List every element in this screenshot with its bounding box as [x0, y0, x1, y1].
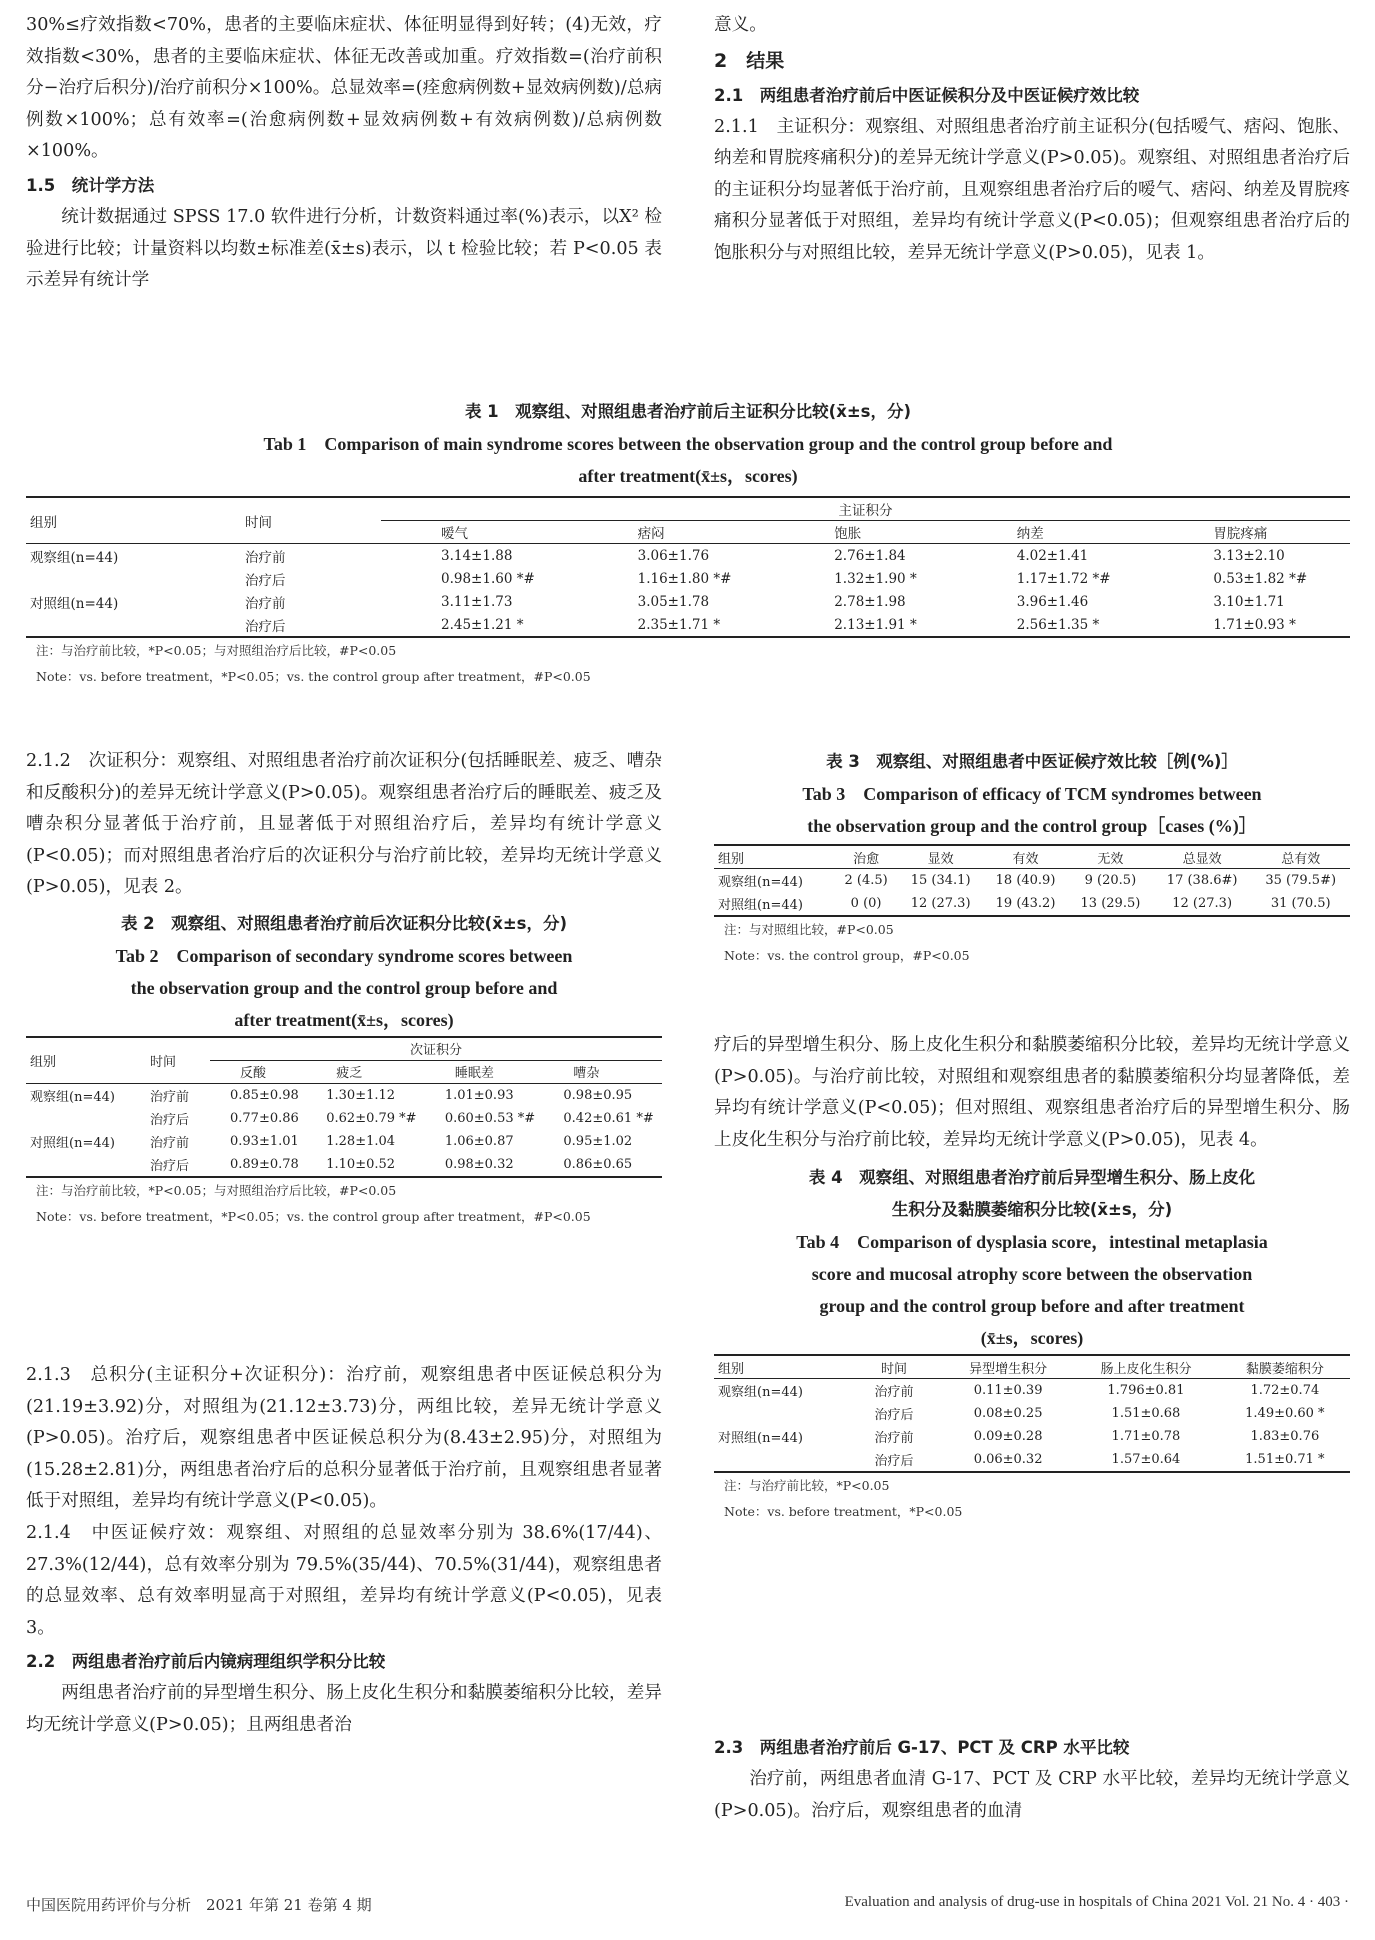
table1-cell: 治疗后 [245, 572, 286, 589]
table4-caption-cn-1: 表 4 观察组、对照组患者治疗前后异型增生积分、肠上皮化 [808, 1168, 1256, 1188]
table1-cell [26, 567, 241, 590]
table1-cell: 治疗前 [245, 549, 286, 566]
table2-cell: 0.93±1.01 [230, 1133, 299, 1149]
table2-cell: 0.42±0.61 *# [563, 1110, 654, 1126]
table2-cell: 对照组(n=44) [30, 1135, 115, 1151]
table2-cell: 0.86±0.65 [543, 1153, 662, 1177]
table2-note-en: Note：vs. before treatment，*P<0.05；vs. the control group after treatment，#P<0.05 [36, 1208, 591, 1224]
table-row [26, 567, 1350, 590]
table2-cell: 0.95±1.02 [563, 1133, 633, 1149]
table1-caption-cn: 表 1 观察组、对照组患者治疗前后主证积分比较(x̄±s，分) [464, 402, 912, 421]
table2-caption-cn: 表 2 观察组、对照组患者治疗前后次证积分比较(x̄±s，分) [120, 913, 568, 933]
table-row [714, 1425, 1350, 1448]
table4-cell: 治疗后 [874, 1408, 914, 1424]
table1-cell: 1.17±1.72 *# [1016, 570, 1111, 587]
table1-cell: 0.98±1.60 *# [441, 570, 535, 587]
table4-cell: 1.49±0.60 * [1245, 1406, 1325, 1422]
table2-cell: 0.77±0.86 [230, 1110, 299, 1126]
table4-col-header: 黏膜萎缩积分 [1220, 1355, 1350, 1379]
table4-cell: 治疗后 [844, 1448, 944, 1472]
table4-caption-en-4: (x̄±s，scores) [980, 1328, 1084, 1349]
table2-cell: 0.89±0.78 [210, 1153, 306, 1177]
footer-journal-en: Evaluation and analysis of drug-use in hospitals of China 2021 Vol. 21 No. 4 · 403 · [844, 1894, 1349, 1910]
right-column-top [714, 10, 1350, 270]
table1-cell: 2.13±1.91 * [774, 613, 957, 637]
table2-cell: 1.10±0.52 [306, 1153, 425, 1177]
table3-cell: 18 (40.9) [995, 873, 1056, 888]
table4-col-header: 组别 [714, 1355, 844, 1379]
table3-col-header: 组别 [714, 845, 834, 869]
table2-caption-en-2: the observation group and the control group before and [130, 977, 558, 998]
table4-cell: 1.796±0.81 [1107, 1383, 1185, 1399]
table1-cell: 1.16±1.80 *# [637, 570, 732, 587]
paragraph-statistics: 统计数据通过 SPSS 17.0 软件进行分析，计数资料通过率(%)表示，以X² 检验进行比较；计量资料以均数±标准差(x̄±s)表示，以 t 检验比较；若 P<0.05 表示差异有统计学 [26, 206, 662, 291]
table4-cell: 对照组(n=44) [718, 1431, 803, 1447]
table4-col-header: 肠上皮化生积分 [1072, 1355, 1220, 1379]
table3-col-header: 无效 [1068, 845, 1153, 869]
table1-cell: 对照组(n=44) [30, 595, 119, 612]
table1-cell: 4.02±1.41 [1016, 547, 1089, 564]
table2-cell: 0.85±0.98 [230, 1087, 299, 1103]
paragraph-main-syndrome: 2.1.1 主证积分：观察组、对照组患者治疗前主证积分(包括嗳气、痞闷、饱胀、纳差和胃脘疼痛积分)的差异无统计学意义(P>0.05)。观察组、对照组患者治疗后的主证积分均显著低于治疗前，且观察组患者治疗后的嗳气、痞闷、纳差及胃脘疼痛积分显著低于对照组，差异均有统计学意义(P<0.05)；但观察组患者治疗后的饱胀积分与对照组比较，差异无统计学意义(P>0.05)，见表 1。 [714, 116, 1350, 263]
table3-caption-en-1: Tab 3 Comparison of efficacy of TCM syndromes between [802, 784, 1262, 804]
table2-cell: 治疗前 [150, 1135, 190, 1151]
table2-col-header: 反酸 [210, 1060, 306, 1083]
table4-note-cn: 注：与治疗前比较，*P<0.05 [724, 1478, 890, 1494]
table2-cell: 0.98±0.95 [563, 1087, 633, 1103]
table1-col-header: 嗳气 [381, 521, 578, 544]
table3-cell: 31 (70.5) [1251, 892, 1350, 916]
table3-cell: 19 (43.2) [983, 892, 1068, 916]
table1 [26, 496, 1350, 638]
table3-cell: 15 (34.1) [910, 873, 971, 888]
table2 [26, 1036, 662, 1178]
right-column-bottom [714, 1730, 1350, 1827]
table2-cell: 0.98±0.32 [425, 1153, 544, 1177]
table1-caption-en-2: after treatment(x̄±s，scores) [578, 466, 798, 486]
left-column-middle [26, 746, 662, 1230]
table3-cell: 12 (27.3) [898, 892, 983, 916]
table-row [714, 869, 1350, 893]
footer-journal-cn: 中国医院用药评价与分析 2021 年第 21 卷第 4 期 [26, 1896, 372, 1914]
table3 [714, 844, 1350, 917]
table1-cell: 2.78±1.98 [834, 593, 906, 610]
table3-caption-cn: 表 3 观察组、对照组患者中医证候疗效比较［例(%)］ [826, 752, 1238, 771]
table2-cell: 0.60±0.53 *# [444, 1110, 536, 1126]
table1-cell: 3.10±1.71 [1213, 593, 1285, 610]
table1-cell: 观察组(n=44) [30, 549, 119, 566]
table4-cell: 1.71±0.78 [1111, 1429, 1181, 1445]
table1-cell: 1.71±0.93 * [1153, 613, 1350, 637]
table1-header-group: 组别 [26, 497, 241, 544]
section-heading-1-5: 1.5 统计学方法 [26, 175, 155, 195]
table1-cell: 3.05±1.78 [637, 593, 710, 610]
table-row [714, 1379, 1350, 1403]
table-row [26, 1107, 662, 1130]
table3-cell: 35 (79.5#) [1265, 873, 1337, 888]
table3-cell: 12 (27.3) [1153, 892, 1252, 916]
table2-cell: 治疗前 [150, 1089, 190, 1105]
right-column-middle [714, 1030, 1350, 1525]
table3-caption-en-2: the observation group and the control group［cases (%)］ [807, 816, 1257, 836]
table3-cell: 9 (20.5) [1084, 873, 1137, 888]
table1-cell: 0.53±1.82 *# [1213, 570, 1308, 587]
left-column-bottom [26, 1360, 662, 1742]
table3-col-header: 总显效 [1153, 845, 1252, 869]
table1-cell [26, 613, 241, 637]
table1-note-en: Note：vs. before treatment，*P<0.05；vs. the control group after treatment，#P<0.05 [36, 669, 591, 684]
table2-caption-en-3: after treatment(x̄±s，scores) [234, 1009, 454, 1030]
table1-cell: 1.32±1.90 * [834, 570, 917, 587]
table-row [26, 544, 1350, 568]
table4-cell: 0.06±0.32 [944, 1448, 1072, 1472]
table4-block [714, 1162, 1350, 1525]
table3-cell: 17 (38.6#) [1166, 873, 1238, 888]
table4-cell: 治疗前 [874, 1385, 914, 1401]
table2-col-header: 睡眠差 [425, 1060, 544, 1083]
table1-cell: 2.45±1.21 * [381, 613, 578, 637]
table2-col-header: 疲乏 [306, 1060, 425, 1083]
table3-cell: 对照组(n=44) [714, 892, 834, 916]
table1-cell: 治疗后 [241, 613, 381, 637]
table4-cell: 1.72±0.74 [1250, 1383, 1320, 1399]
table2-cell: 治疗后 [150, 1112, 190, 1128]
table4-col-header: 时间 [844, 1355, 944, 1379]
table-row [714, 892, 1350, 916]
table4-cell [714, 1402, 844, 1425]
table4-cell: 0.11±0.39 [973, 1383, 1043, 1399]
table1-cell: 2.76±1.84 [834, 547, 906, 564]
table-row [714, 1448, 1350, 1472]
section-heading-2-3: 2.3 两组患者治疗前后 G-17、PCT 及 CRP 水平比较 [714, 1738, 1130, 1757]
section-heading-2-1: 2.1 两组患者治疗前后中医证候积分及中医证候疗效比较 [714, 85, 1140, 105]
table4-note-en: Note：vs. before treatment，*P<0.05 [724, 1504, 963, 1520]
table2-col-header: 嘈杂 [543, 1060, 662, 1083]
table1-cell: 2.56±1.35 * [957, 613, 1154, 637]
paragraph-tcm-efficacy: 2.1.4 中医证候疗效：观察组、对照组的总显效率分别为 38.6%(17/44)、27.3%(12/44)，总有效率分别为 79.5%(35/44)、70.5%(31/44)，观察组患者的总显效率、总有效率明显高于对照组，差异均有统计学意义(P<0.05)，见表 3。 [26, 1522, 662, 1638]
table-row [26, 613, 1350, 637]
table2-note-cn: 注：与治疗前比较，*P<0.05；与对照组治疗后比较，#P<0.05 [36, 1182, 397, 1198]
table4-cell: 0.09±0.28 [973, 1429, 1043, 1445]
table4-cell: 观察组(n=44) [718, 1385, 803, 1401]
table1-block [26, 396, 1350, 690]
table1-col-header: 饱胀 [774, 521, 957, 544]
table4-caption-en-2: score and mucosal atrophy score between the observation [811, 1264, 1253, 1285]
table2-cell: 0.62±0.79 *# [326, 1110, 417, 1126]
section-heading-2: 2 结果 [714, 49, 785, 72]
table3-note-en: Note：vs. the control group，#P<0.05 [724, 948, 970, 963]
table4 [714, 1354, 1350, 1473]
table1-caption-en-1: Tab 1 Comparison of main syndrome scores between the observation group and the control group before and [263, 434, 1113, 454]
table4-cell: 1.51±0.71 * [1220, 1448, 1350, 1472]
table4-cell: 0.08±0.25 [973, 1406, 1043, 1422]
table4-cell [714, 1448, 844, 1472]
table1-cell: 3.14±1.88 [441, 547, 513, 564]
table4-cell: 1.83±0.76 [1250, 1429, 1320, 1445]
table4-caption-en-1: Tab 4 Comparison of dysplasia score，intestinal metaplasia [796, 1232, 1268, 1253]
table3-cell: 观察组(n=44) [718, 875, 803, 890]
table4-caption-en-3: group and the control group before and after treatment [819, 1296, 1245, 1317]
table-row [26, 1083, 662, 1107]
table2-cell [26, 1153, 146, 1177]
paragraph-secondary-syndrome: 2.1.2 次证积分：观察组、对照组患者治疗前次证积分(包括睡眠差、疲乏、嘈杂和反酸积分)的差异无统计学意义(P>0.05)。观察组患者治疗后的睡眠差、疲乏及嘈杂积分显著低于治疗前，且显著低于对照组治疗后，差异均有统计学意义(P<0.05)；而对照组患者治疗后的次证积分与治疗前比较，差异均无统计学意义(P>0.05)，见表 2。 [26, 751, 662, 898]
table4-col-header: 异型增生积分 [944, 1355, 1072, 1379]
paragraph-continued: 意义。 [714, 15, 767, 35]
table1-cell: 3.96±1.46 [1016, 593, 1089, 610]
table3-cell: 13 (29.5) [1068, 892, 1153, 916]
table2-header-time: 时间 [146, 1037, 210, 1084]
table1-col-header: 纳差 [957, 521, 1154, 544]
table-row [26, 1153, 662, 1177]
table3-cell: 2 (4.5) [844, 873, 888, 888]
table-row [714, 1402, 1350, 1425]
table-row [26, 590, 1350, 613]
table1-cell: 3.13±2.10 [1213, 547, 1285, 564]
table2-block [26, 908, 662, 1230]
table4-cell: 1.51±0.68 [1111, 1406, 1181, 1422]
paragraph-histology-continued: 疗后的异型增生积分、肠上皮化生积分和黏膜萎缩积分比较，差异均无统计学意义(P>0.05)。与治疗前比较，对照组和观察组患者的黏膜萎缩积分均显著降低，差异均有统计学意义(P<0.05)；但对照组、观察组患者治疗后的异型增生积分、肠上皮化生积分与治疗前比较，差异均无统计学意义(P>0.05)，见表 4。 [714, 1035, 1350, 1150]
table-row [26, 1130, 662, 1153]
table2-header-sub: 次证积分 [210, 1037, 662, 1061]
table3-cell: 0 (0) [834, 892, 898, 916]
table3-col-header: 总有效 [1251, 845, 1350, 869]
table2-cell [26, 1107, 146, 1130]
table3-block [714, 746, 1350, 969]
table1-cell: 治疗前 [245, 595, 286, 612]
section-heading-2-2: 2.2 两组患者治疗前后内镜病理组织学积分比较 [26, 1652, 386, 1672]
table1-cell: 3.11±1.73 [441, 593, 513, 610]
table2-cell: 1.30±1.12 [326, 1087, 396, 1103]
table1-cell: 3.06±1.76 [637, 547, 710, 564]
table1-cell: 2.35±1.71 * [578, 613, 775, 637]
table2-cell: 1.01±0.93 [444, 1087, 514, 1103]
table2-header-group: 组别 [26, 1037, 146, 1084]
left-column-top [26, 10, 662, 297]
table1-col-header: 痞闷 [578, 521, 775, 544]
table1-header-main: 主证积分 [381, 497, 1350, 521]
table3-note-cn: 注：与对照组比较，#P<0.05 [724, 922, 894, 937]
table4-cell: 1.57±0.64 [1072, 1448, 1220, 1472]
paragraph-total-score: 2.1.3 总积分(主证积分+次证积分)：治疗前，观察组患者中医证候总积分为(21.19±3.92)分，对照组为(21.12±3.73)分，两组比较，差异无统计学意义(P>0.05)。治疗后，观察组患者中医证候总积分为(8.43±2.95)分，对照组为(15.28±2.81)分，两组患者治疗后的总积分显著低于治疗前，且观察组患者显著低于对照组，差异均有统计学意义(P<0.05)。 [26, 1365, 662, 1512]
table4-caption-cn-2: 生积分及黏膜萎缩积分比较(x̄±s，分) [891, 1200, 1173, 1220]
paragraph-histology: 两组患者治疗前的异型增生积分、肠上皮化生积分和黏膜萎缩积分比较，差异均无统计学意义(P>0.05)；且两组患者治 [26, 1683, 662, 1735]
table1-col-header: 胃脘疼痛 [1153, 521, 1350, 544]
table2-cell: 治疗后 [146, 1153, 210, 1177]
table2-caption-en-1: Tab 2 Comparison of secondary syndrome scores between [115, 945, 573, 966]
table1-note-cn: 注：与治疗前比较，*P<0.05；与对照组治疗后比较，#P<0.05 [36, 643, 397, 658]
table3-col-header: 治愈 [834, 845, 898, 869]
table3-col-header: 有效 [983, 845, 1068, 869]
table4-cell: 治疗前 [874, 1431, 914, 1447]
paragraph-g17-pct-crp: 治疗前，两组患者血清 G-17、PCT 及 CRP 水平比较，差异均无统计学意义(P>0.05)。治疗后，观察组患者的血清 [714, 1769, 1350, 1821]
table2-cell: 1.28±1.04 [326, 1133, 396, 1149]
table3-col-header: 显效 [898, 845, 983, 869]
table1-header-time: 时间 [241, 497, 381, 544]
table2-cell: 观察组(n=44) [30, 1089, 115, 1105]
paragraph-efficacy-criteria: 30%≤疗效指数<70%，患者的主要临床症状、体征明显得到好转；(4)无效，疗效指数<30%，患者的主要临床症状、体征无改善或加重。疗效指数=(治疗前积分−治疗后积分)/治疗前积分×100%。总显效率=(痊愈病例数+显效病例数)/总病例数×100%；总有效率=(治愈病例数+显效病例数+有效病例数)/总病例数×100%。 [26, 15, 662, 162]
table2-cell: 1.06±0.87 [444, 1133, 514, 1149]
